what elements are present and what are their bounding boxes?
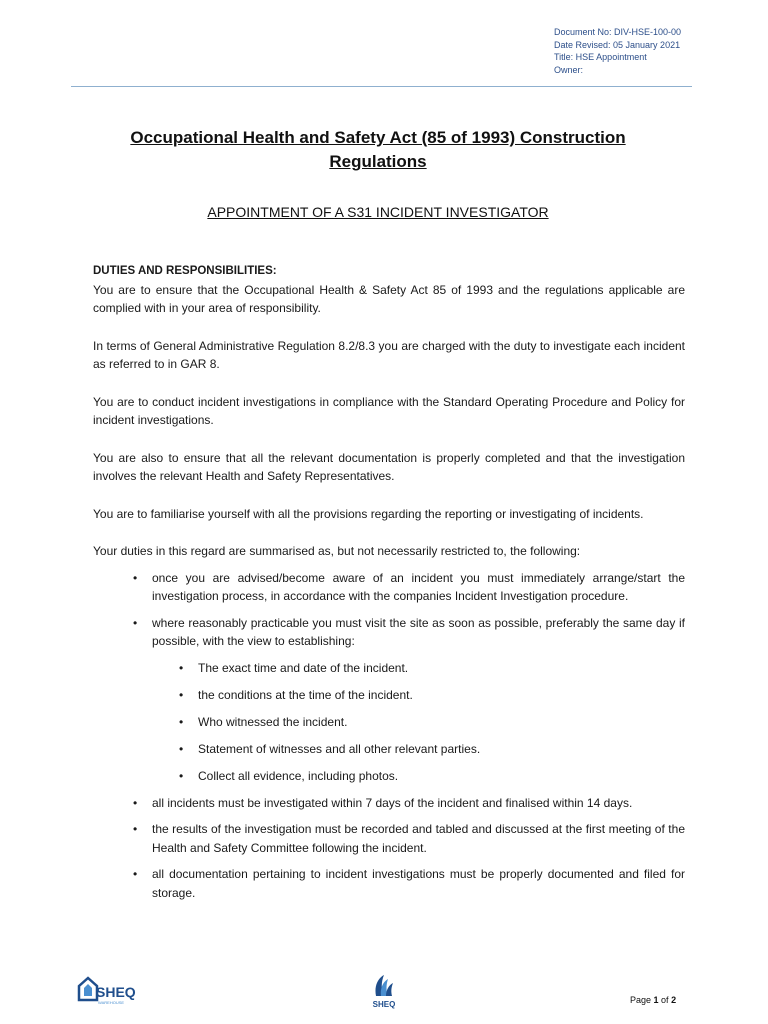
sub-list-item-text: Statement of witnesses and all other relevant parties. [198,741,481,756]
establishing-sub-list [152,659,685,786]
document-number: Document No: DIV-HSE-100-00 [554,27,682,37]
list-item-text: where reasonably practicable you must visit the site as soon as possible, preferably the same day if possible, with the view to establishing: [152,615,685,648]
bullet-icon: • [179,714,184,729]
list-item [133,614,685,786]
page-of: of [658,995,672,1005]
list-item [133,569,685,606]
list-item-text: all incidents must be investigated within 7 days of the incident and finalised within 14 days. [152,795,633,810]
sub-list-item [179,713,685,732]
bullet-icon: • [179,741,184,756]
paragraph-documentation: You are also to ensure that all the relevant documentation is properly completed and that the investigation involves the relevant Health and Safety Representatives. [93,450,685,483]
document-title-meta: Title: HSE Appointment [554,52,647,62]
bullet-icon: • [133,570,138,585]
page-number [630,995,676,1005]
document-title: Occupational Health and Safety Act (85 of 1993) Construction Regulations [130,128,626,171]
bullet-icon: • [133,822,138,836]
list-item [133,794,685,813]
paragraph-compliance: You are to ensure that the Occupational Health & Safety Act 85 of 1993 and the regulations applicable are complied with in your area of responsibility. [93,282,685,315]
bullet-icon: • [179,768,184,783]
paragraph-duties-intro: Your duties in this regard are summarised as, but not necessarily restricted to, the following: [93,544,581,558]
sub-list-item-text: the conditions at the time of the incident. [198,687,413,702]
logo-left-subtext: WAREHOUSE [98,1000,125,1005]
bullet-icon: • [133,867,138,881]
document-header-meta [554,26,681,76]
date-revised: Date Revised: 05 January 2021 [554,39,681,50]
document-subtitle: APPOINTMENT OF A S31 INCIDENT INVESTIGATOR [207,204,549,220]
sub-list-item-text: The exact time and date of the incident. [198,660,409,675]
sub-list-item [179,740,685,759]
bullet-icon: • [133,795,138,810]
header-divider [71,86,692,87]
paragraph-familiarise: You are to familiarise yourself with all the provisions regarding the reporting or investigating of incidents. [93,506,644,521]
page-current: 1 [653,995,659,1005]
logo-left-text: SHEQ [96,984,136,1000]
bullet-icon: • [179,687,184,702]
sheq-warehouse-logo [76,974,140,1008]
sub-list-item [179,767,685,786]
list-item-text: once you are advised/become aware of an incident you must immediately arrange/start the investigation process, in accordance with the companies Incident Investigation procedure. [152,570,685,603]
sub-list-item-text: Collect all evidence, including photos. [198,768,399,783]
bullet-icon: • [179,660,184,675]
page-prefix: Page [630,995,654,1005]
paragraph-gar: In terms of General Administrative Regulation 8.2/8.3 you are charged with the duty to investigate each incident as referred to in GAR 8. [93,338,685,371]
logo-center-text: SHEQ [372,1000,396,1009]
page-total: 2 [671,995,677,1005]
list-item [133,865,685,902]
sub-list-item-text: Who witnessed the incident. [198,714,348,729]
sheq-center-logo [368,972,400,1010]
list-item-text: the results of the investigation must be recorded and tabled and discussed at the first meeting of the Health and Safety Committee following the incident. [152,822,685,855]
sub-list-item [179,659,685,678]
document-owner: Owner: [554,64,584,75]
paragraph-sop: You are to conduct incident investigations in compliance with the Standard Operating Procedure and Policy for incident investigations. [93,394,685,427]
bullet-icon: • [133,615,138,630]
list-item-text: all documentation pertaining to incident investigations must be properly documented and filed for storage. [152,867,685,900]
duties-list [93,569,685,903]
list-item [133,820,685,857]
document-body [93,262,685,910]
section-heading: DUTIES AND RESPONSIBILITIES: [93,265,277,277]
sub-list-item [179,686,685,705]
